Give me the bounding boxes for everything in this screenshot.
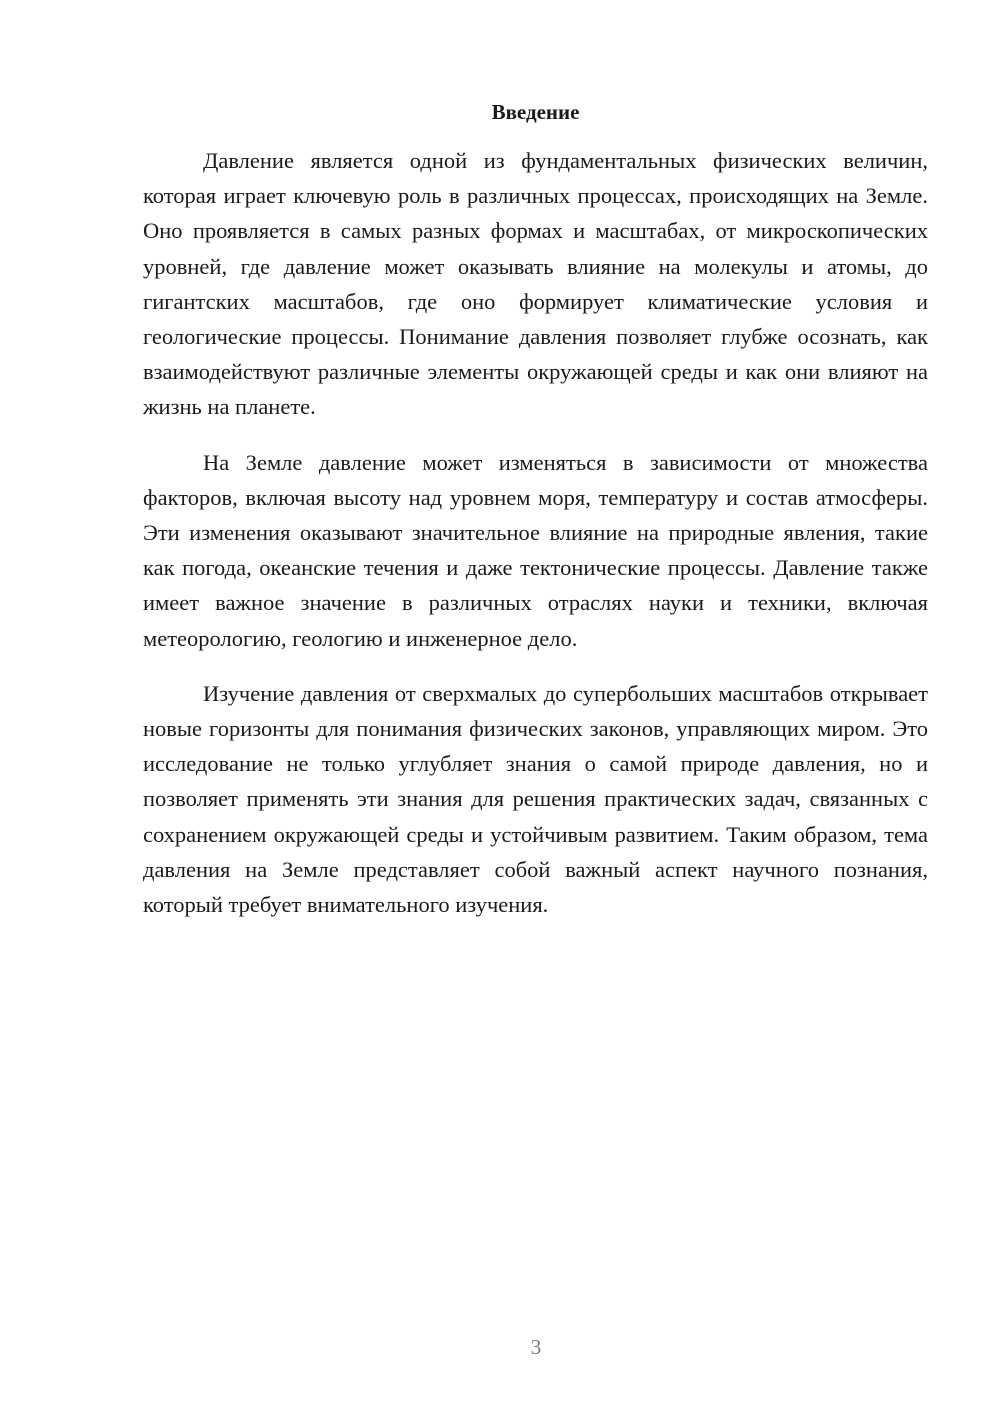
paragraph-2: На Земле давление может изменяться в зависимости от множества факторов, включая высоту над уровнем моря, температуру и состав атмосферы. Эти изменения оказывают значительное влияние на природные явления, такие как погода, океанские течения и даже тектонические процессы. Давление также имеет важное значение в различных отраслях науки и техники, включая метеорологию, геологию и инженерное дело. [143,449,928,651]
paragraph-1: Давление является одной из фундаментальных физических величин, которая играет ключевую роль в различных процессах, происходящих на Земле. Оно проявляется в самых разных формах и масштабах, от микроскопических уровней, где давление может оказывать влияние на молекулы и атомы, до гигантских масштабов, где оно формирует климатические условия и геологические процессы. Понимание давления позволяет глубже осознать, как взаимодействуют различные элементы окружающей среды и как они влияют на жизнь на планете. [143,148,928,420]
body-text [143,143,928,942]
section-heading: Введение [491,100,580,124]
page-number: 3 [530,1335,542,1359]
paragraph-3: Изучение давления от сверхмалых до супербольших масштабов открывает новые горизонты для понимания физических законов, управляющих миром. Это исследование не только углубляет знания о самой природе давления, но и позволяет применять эти знания для решения практических задач, связанных с сохранением окружающей среды и устойчивым развитием. Таким образом, тема давления на Земле представляет собой важный аспект научного познания, который требует внимательного изучения. [143,680,928,918]
